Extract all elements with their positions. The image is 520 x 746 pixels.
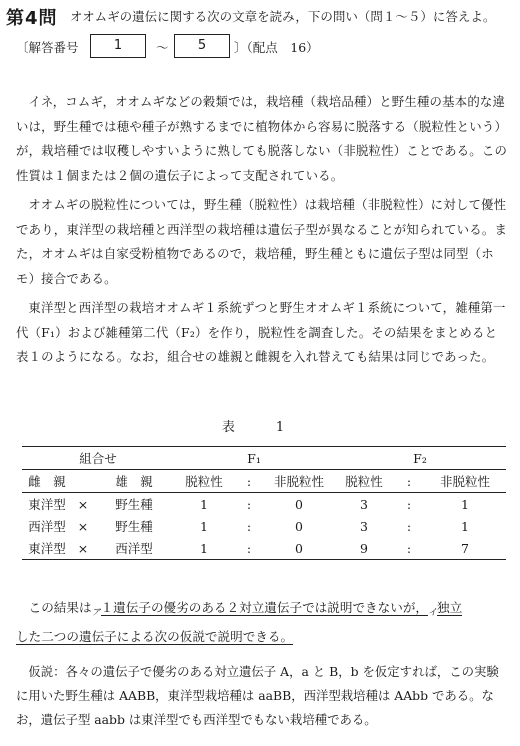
row-f1-nonshatter: 0 (295, 518, 303, 534)
row-f1-shatter: 1 (174, 537, 234, 560)
answer-number-line (16, 34, 516, 60)
col-header-f1-shatter: 脱粒性 (174, 470, 234, 493)
col-header-f1-nonshatter: 非脱粒性 (264, 470, 334, 493)
row-female: 東洋型 (22, 537, 72, 560)
underlined-phrase-a: １遺伝子の優劣のある２対立遺伝子では説明できないが， (100, 600, 429, 615)
answer-box-end: 5 (174, 34, 230, 58)
row-f2-nonshatter: 7 (424, 537, 506, 560)
row-f1-nonshatter: 0 (264, 493, 334, 516)
row-f2-sep: : (406, 518, 412, 534)
row-cross: × (72, 537, 94, 560)
row-f1-sep: : (246, 518, 252, 534)
table-header-f1: F₁ (174, 447, 334, 470)
answer-tilde: ～ (156, 40, 169, 55)
paragraph-3: 東洋型と西洋型の栽培オオムギ１系統ずつと野生オオムギ１系統について，雑種第一代（F₁）および雑種第二代（F₂）を作り，脱粒性を調査した。その結果をまとめると表１のようになる。なお，組合せの雄親と雌親を入れ替えても結果は同じであった。 (16, 300, 506, 364)
results-table (22, 446, 506, 560)
row-female: 西洋型 (28, 519, 66, 534)
question-header (4, 4, 516, 28)
row-f1-sep: : (234, 493, 264, 516)
row-cross: × (77, 518, 89, 534)
row-f2-nonshatter: 1 (461, 518, 469, 534)
row-female: 東洋型 (22, 493, 72, 516)
row-male: 野生種 (115, 519, 153, 534)
paragraph-2: オオムギの脱粒性については，野生種（脱粒性）は栽培種（非脱粒性）に対して優性であり，東洋型の栽培種と西洋型の栽培種は遺伝子型が異なることが知られている。また，オオムギは自家受粉植物であるので，栽培種，野生種ともに遺伝子型は同型（ホモ）接合である。 (16, 197, 508, 286)
row-f1-nonshatter: 0 (264, 537, 334, 560)
question-instruction: オオムギの遺伝に関する次の文章を読み，下の問い（問１～５）に答えよ。 (70, 9, 496, 24)
col-header-f2-sep: : (394, 470, 424, 493)
hypothesis: 仮説：各々の遺伝子で優劣のある対立遺伝子 A，a と B，b を仮定すれば，この実験に用いた野生種は AABB，東洋型栽培種は aaBB，西洋型栽培種は AAbb である。なお，遺伝子型 aabb は東洋型でも西洋型でもない栽培種である。 (16, 664, 499, 727)
col-header-f2-nonshatter: 非脱粒性 (424, 470, 506, 493)
hypothesis-text (16, 660, 508, 732)
row-f1-sep: : (234, 537, 264, 560)
col-header-male: 雄 親 (94, 470, 174, 493)
row-male: 野生種 (94, 493, 174, 516)
marker-i: イ (428, 608, 438, 618)
col-header-f1-sep: : (234, 470, 264, 493)
row-f2-shatter: 3 (360, 518, 368, 534)
table-row (22, 515, 506, 537)
table-header-combination: 組合せ (22, 447, 174, 470)
row-f1-shatter: 1 (200, 518, 208, 534)
underlined-phrase-i-1: 独立 (437, 600, 463, 615)
col-header-female: 雌 親 (22, 470, 72, 493)
row-f2-sep: : (394, 493, 424, 516)
answer-box-start: 1 (90, 34, 146, 58)
paragraph-1: イネ，コムギ，オオムギなどの穀類では，栽培種（栽培品種）と野生種の基本的な違いは，野生種では穂や種子が熟するまでに植物体から容易に脱落する（脱粒性という）が，栽培種では収穫しやすいように熟しても脱落しない（非脱粒性）ことである。この性質は１個または２個の遺伝子によって支配されている。 (16, 94, 508, 183)
question-number: 第4問 (6, 8, 58, 29)
row-male: 西洋型 (94, 537, 174, 560)
row-f2-shatter: 9 (334, 537, 394, 560)
row-f2-sep: : (394, 537, 424, 560)
table-header-f2: F₂ (334, 447, 506, 470)
answer-suffix: 〕（配点 16） (234, 40, 319, 55)
row-f2-shatter: 3 (334, 493, 394, 516)
body-text (16, 90, 508, 370)
underlined-phrase-i-2: した二つの遺伝子による次の仮説で説明できる。 (16, 629, 294, 644)
row-f2-nonshatter: 1 (424, 493, 506, 516)
result-statement (16, 596, 508, 649)
table-title: 表 1 (221, 420, 299, 435)
table-row (22, 537, 506, 560)
marker-a: ア (91, 608, 101, 618)
col-header-f2-shatter: 脱粒性 (334, 470, 394, 493)
row-f1-shatter: 1 (174, 493, 234, 516)
result-lead: この結果は (28, 600, 92, 615)
table-row (22, 493, 506, 516)
row-cross: × (72, 493, 94, 516)
answer-prefix: 〔解答番号 (16, 40, 79, 55)
